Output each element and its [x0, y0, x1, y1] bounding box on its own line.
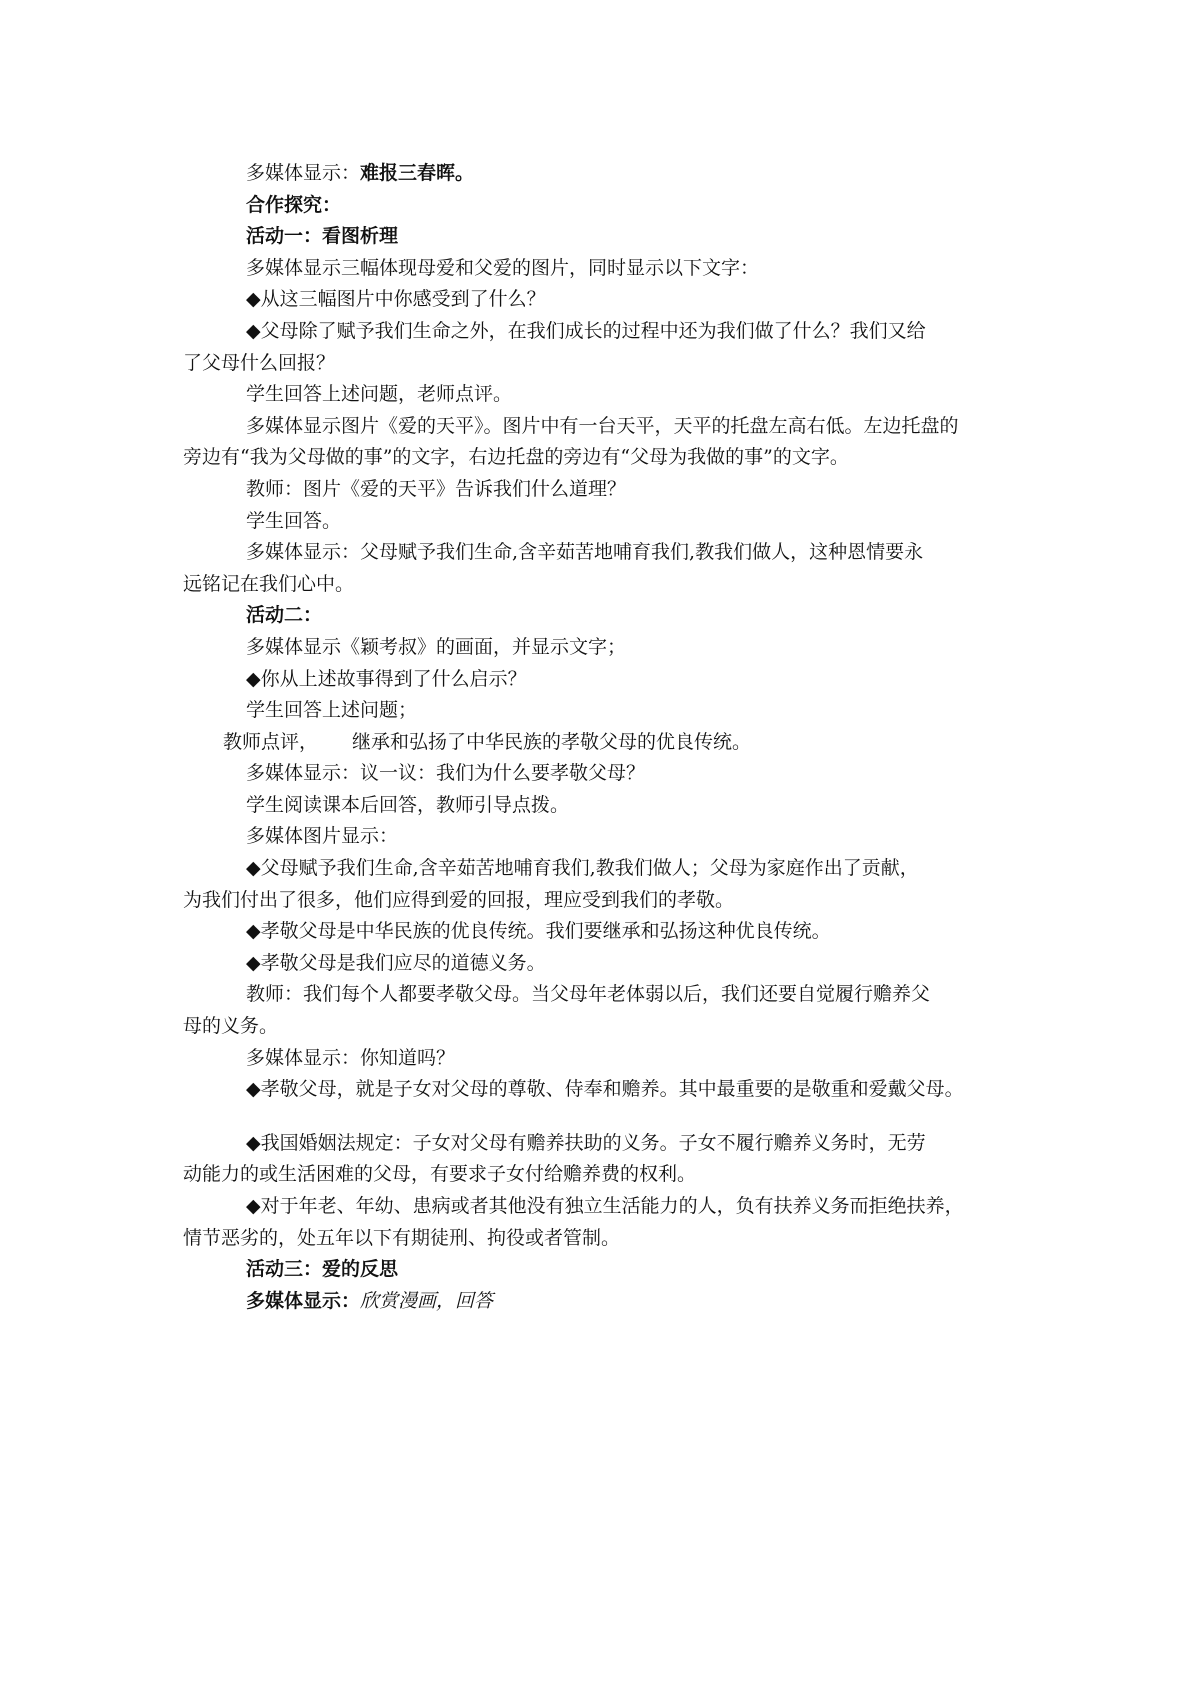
- paragraph-continuation: 远铭记在我们心中。: [183, 572, 355, 595]
- paragraph-continuation: 旁边有“我为父母做的事”的文字，右边托盘的旁边有“父母为我做的事”的文字。: [183, 446, 849, 469]
- bullet-item-continuation: 动能力的或生活困难的父母，有要求子女付给赡养费的权利。: [183, 1163, 697, 1186]
- paragraph: 教师：图片《爱的天平》告诉我们什么道理？: [246, 477, 627, 500]
- paragraph: 多媒体显示三幅体现母爱和父爱的图片，同时显示以下文字：: [246, 256, 760, 279]
- paragraph: 学生回答。: [246, 509, 342, 532]
- italic-text: 欣赏漫画，回答: [360, 1289, 494, 1312]
- paragraph: 多媒体图片显示：: [246, 825, 399, 848]
- bullet-item-continuation: 了父母什么回报？: [183, 351, 336, 374]
- document-body: [183, 158, 1023, 1317]
- activity-heading: 活动一：看图析理: [246, 225, 399, 248]
- paragraph-label: 多媒体显示：: [246, 1289, 361, 1312]
- activity-heading: 活动二：: [246, 604, 323, 627]
- paragraph-continuation: 母的义务。: [183, 1015, 279, 1038]
- paragraph: 多媒体显示图片《爱的天平》。图片中有一台天平，天平的托盘左高右低。左边托盘的: [246, 414, 959, 437]
- paragraph: 学生阅读课本后回答，教师引导点拨。: [246, 793, 570, 816]
- paragraph: 多媒体显示：父母赋予我们生命,含辛茹苦地哺育我们,教我们做人，这种恩情要永: [246, 541, 924, 564]
- activity-heading: 活动三：爱的反思: [246, 1258, 399, 1281]
- bullet-item: ◆孝敬父母，就是子女对父母的尊敬、侍奉和赡养。其中最重要的是敬重和爱戴父母。: [246, 1078, 964, 1101]
- bullet-item-continuation: 情节恶劣的，处五年以下有期徒刑、拘役或者管制。: [183, 1226, 621, 1249]
- paragraph-label: 多媒体显示：: [246, 162, 361, 184]
- paragraph: [183, 727, 1023, 759]
- paragraph: [183, 158, 1023, 190]
- paragraph: 多媒体显示《颖考叔》的画面，并显示文字；: [246, 635, 627, 658]
- paragraph: 多媒体显示：议一议：我们为什么要孝敬父母？: [246, 762, 646, 785]
- paragraph: 教师：我们每个人都要孝敬父母。当父母年老体弱以后，我们还要自觉履行赡养父: [246, 983, 931, 1006]
- bullet-item: ◆父母除了赋予我们生命之外，在我们成长的过程中还为我们做了什么？我们又给: [246, 319, 926, 342]
- bold-text: 难报三春晖。: [360, 162, 475, 184]
- bullet-item: ◆父母赋予我们生命,含辛茹苦地哺育我们,教我们做人；父母为家庭作出了贡献，: [246, 857, 919, 880]
- paragraph: 学生回答上述问题；: [246, 699, 418, 722]
- bullet-item: ◆我国婚姻法规定：子女对父母有赡养扶助的义务。子女不履行赡养义务时，无劳: [246, 1131, 926, 1154]
- paragraph: 多媒体显示：你知道吗？: [246, 1046, 456, 1069]
- bullet-item: ◆孝敬父母是我们应尽的道德义务。: [246, 951, 546, 974]
- bullet-item: ◆你从上述故事得到了什么启示？: [246, 667, 527, 690]
- section-heading: 合作探究：: [246, 193, 342, 216]
- bullet-item: ◆从这三幅图片中你感受到了什么？: [246, 288, 546, 311]
- teacher-comment-label: 教师点评，: [223, 730, 319, 753]
- blank-gap: [183, 1106, 1023, 1128]
- paragraph: [183, 1286, 1023, 1318]
- paragraph: 学生回答上述问题，老师点评。: [246, 383, 513, 406]
- teacher-comment-text: 继承和弘扬了中华民族的孝敬父母的优良传统。: [352, 730, 752, 753]
- bullet-item-continuation: 为我们付出了很多，他们应得到爱的回报，理应受到我们的孝敬。: [183, 888, 735, 911]
- bullet-item: ◆孝敬父母是中华民族的优良传统。我们要继承和弘扬这种优良传统。: [246, 920, 831, 943]
- bullet-item: ◆对于年老、年幼、患病或者其他没有独立生活能力的人，负有扶养义务而拒绝扶养，: [246, 1195, 964, 1217]
